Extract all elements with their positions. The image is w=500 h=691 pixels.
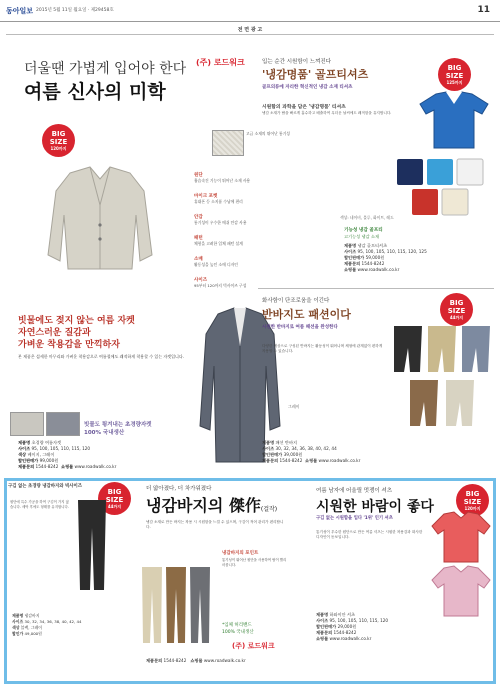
polo-green-subheading: 고기능성 냉감 소재 [344,234,380,239]
shirt-image [430,510,492,620]
spec-row: 사이즈 95, 100, 105, 110, 115, 120, 125 [344,249,427,254]
pants-ad-subtitle: 더 얇아졌다, 더 차가워졌다 [146,486,212,492]
jacket-ad-title: 여름 신사의 미학 [24,81,166,103]
spec-row: 쇼핑몰 www.roadwalk.co.kr [344,267,400,272]
callout-5: 사이즈 95부터 120까지 빅사이즈 구성 [194,278,247,288]
big-size-badge: BIG SIZE 120까지 [456,484,489,517]
spec-row: 제품명 패션 반바지 [262,440,298,445]
spec-row: 제품명 하와이안 셔츠 [316,612,356,617]
jacket-image [40,165,160,273]
pants-green-note-2: 100% 국내생산 [222,630,254,635]
shorts-image [390,322,494,432]
callout-4: 소매 활동성을 높인 소매 디자인 [194,257,238,267]
pants-brand: (주) 로드워크 [232,642,275,650]
spec-row: 사이즈 30, 32, 34, 36, 38, 40, 42, 44 [262,446,337,451]
pants-notes: 원단에 특수 가공을 하여 구김이 가지 않습니다. 세탁 후에도 형태를 유지합니다. [10,500,69,509]
shirt-ad-subtitle: 여름 남자에 어울릴 멋쟁이 셔츠 [316,488,393,494]
callout-3: 패턴 체형을 고려한 입체 패턴 설계 [194,236,243,246]
spec-row: 쇼핑몰 www.roadwalk.co.kr [316,636,372,641]
shirt-ad-title: 시원한 바람이 좋다 [316,499,434,515]
fabric-swatch [212,130,244,156]
shirt-body-text: 통기성이 우수한 원단으로 만든 여름 셔츠는 시원한 착용감과 화사한 디자인이 돋보입니다. [316,530,423,539]
polo-shirt-image [416,90,492,150]
section-divider [6,34,494,35]
polo-ad-subtitle: 입는 순간 시원함이 느껴진다 [262,59,332,65]
polo-ad-intro: 골프의류에 자리한 혁신적인 냉감 소재 티셔츠 [262,85,353,90]
masthead [0,0,500,22]
big-size-badge: BIG SIZE 125까지 [438,58,471,91]
shorts-ad-subtitle: 화사함이 단조로움을 이긴다 [262,298,330,304]
pants-intro: 구김 없는 초경량 냉감바지와 빅사이즈 [8,484,82,489]
polo-color-options [395,155,487,217]
pants-color-image [140,565,214,645]
spec-row: 할인판매가 29,000원 [316,624,357,629]
pants-specs [12,613,82,637]
polo-green-heading: 기능성 냉감 골프티 [344,228,383,233]
pants-point-heading: 냉감바지의 포인트 [222,551,259,556]
spec-row: 제품문의 1544-8242 쇼핑몰 www.roadwalk.co.kr [262,458,361,463]
spec-row: 할인판매가 99,000원 [18,458,59,463]
shorts-specs [262,440,494,464]
shorts-divider [258,288,494,289]
spec-row: 색상 블랙, 그레이 [12,625,43,630]
newspaper-logo: 동아일보 [6,7,34,15]
spec-row: 제품명 초경량 여름자켓 [18,440,62,445]
jacket-ad-subtitle: 더울땐 가볍게 입어야 한다 [24,61,187,77]
callout-1: 마이크 포켓 휴대폰 등 소지품 수납에 편리 [194,194,243,204]
big-size-badge: BIG SIZE 44까지 [440,293,473,326]
spec-row: 할인판매가 59,000원 [344,255,385,260]
shorts-body-text: 다양한 색상으로 구성된 반바지는 활동성이 뛰어나며 체형에 관계없이 편하게 착용할 수 있습니다. [262,344,383,353]
big-size-badge: BIG SIZE 44까지 [98,482,131,515]
jacket-body-text: 본 제품은 섬세한 마무리와 가벼운 착용감으로 여름철에도 쾌적하게 착용할 수 있는 자켓입니다. [18,354,184,359]
feature-callouts [194,172,289,298]
spec-row: 제품문의 1544-8242 [316,630,357,635]
pants-body-text: 냉감 소재로 만든 바지는 착용 시 시원함을 느낄 수 있으며, 구김이 적어 관리가 편리합니다. [146,520,284,529]
swatch-caption: 고급 소재의 뛰어난 통기성 [246,131,290,136]
pants-image [72,498,112,592]
spec-row: 할인판매가 39,000원 [262,452,303,457]
spec-row: 제품문의 1544-8242 [344,261,385,266]
big-size-badge: BIG SIZE 120까지 [42,124,75,157]
callout-2: 안감 통기성이 우수한 메쉬 안감 사용 [194,215,247,225]
spec-row: 사이즈 95, 100, 105, 110, 115, 120 [316,618,389,623]
pants-shop-info: 제품문의 1544-8242 쇼핑몰 www.roadwalk.co.kr [146,658,246,663]
polo-specs [344,243,496,273]
jacket-note-head: 빗물도 튕겨내는 초경량자켓 [84,422,152,428]
suit-caption: 그레이 [288,404,300,409]
shorts-ad-intro: 시원한 반바지로 여름 패션을 완성한다 [262,325,338,330]
spec-row: 사이즈 30, 32, 34, 36, 38, 40, 42, 44 [12,619,82,624]
jacket-note-head-2: 100% 국내생산 [84,430,125,436]
spec-row: 색상 베이지, 그레이 [18,452,55,457]
polo-body-heading: 시원함의 과학을 담은 '냉감명품' 티셔츠 [262,105,346,110]
shorts-ad-title: 반바지도 패션이다 [262,308,351,321]
callout-0: 원단 흡습속건 기능이 뛰어난 소재 사용 [194,173,251,183]
pants-ad-title: 냉감바지의 傑作(걸작) [146,496,278,515]
spec-row: 제품명 냉감 골프티셔츠 [344,243,388,248]
polo-body-text: 냉감 소재가 땀을 빠르게 흡수하고 배출하여 무더운 날씨에도 쾌적함을 유지합니다. [262,111,392,115]
color-swatch-gray [46,412,80,436]
shirt-ad-intro: 구김 없는 시원함을 입다 '1위' 인기 셔츠 [316,516,393,521]
page-number: 11 [477,5,490,15]
issue-date: 2015년 5월 11일 월요일 · 제29458호 [36,8,114,13]
polo-caption: 색상: 네이비, 블루, 화이트, 레드 [340,215,394,220]
spec-row: 할인가 49,000원 [12,631,42,636]
pants-green-note: *입체 허리밴드 [222,623,252,628]
section-title: 전 면 광 고 [237,27,263,33]
jacket-red-headline: 빗물에도 젖지 않는 여름 자켓 자연스러운 질감과 가벼운 착용감을 만끽하자 [18,316,135,350]
jacket-ad-brand: (주) 로드워크 [196,58,245,67]
jacket-specs [18,440,218,470]
pants-point-text: 통기성이 뛰어난 원단을 사용하여 땀이 빨리 마릅니다. [222,558,287,567]
spec-row: 제품명 냉감바지 [12,613,40,618]
color-swatch-beige [10,412,44,436]
shirt-specs [316,612,492,642]
spec-row: 제품문의 1544-8242 쇼핑몰 www.roadwalk.co.kr [18,464,117,469]
polo-ad-title: '냉감명품' 골프티셔츠 [262,68,369,81]
spec-row: 사이즈 95, 100, 105, 110, 115, 120 [18,446,91,451]
